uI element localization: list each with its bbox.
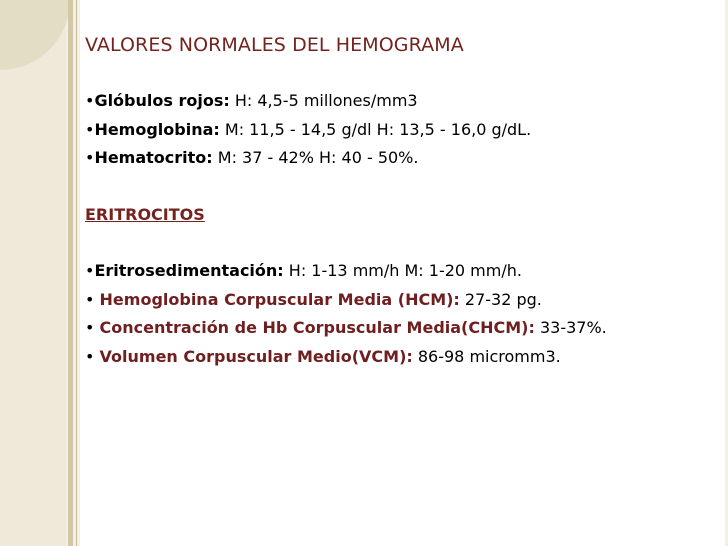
left-decorative-band [0, 0, 66, 546]
item-vcm [85, 343, 725, 372]
item-label: Volumen Corpuscular Medio(VCM): [99, 346, 413, 366]
bullet: • [85, 346, 100, 366]
item-label: Concentración de Hb Corpuscular Media(CHCM): [99, 318, 535, 337]
item-globulos-rojos [85, 87, 725, 116]
bullet: • [85, 148, 95, 167]
slide-title: VALORES NORMALES DEL HEMOGRAMA [85, 34, 464, 56]
item-value: 27-32 pg. [459, 289, 542, 309]
bullet: • [85, 318, 100, 337]
item-value: H: 4,5-5 millones/mm3 [229, 91, 418, 110]
item-hcm [85, 286, 725, 315]
bullet: • [85, 289, 100, 309]
item-label: Eritrosedimentación: [94, 261, 284, 280]
item-hematocrito [85, 144, 725, 173]
item-hemoglobina [85, 116, 725, 145]
item-label: Hemoglobina Corpuscular Media (HCM): [99, 289, 460, 309]
slide-content [80, 0, 725, 546]
item-eritrosedimentacion [85, 257, 725, 286]
item-label: Hemoglobina: [94, 119, 220, 139]
vertical-rule-thick [68, 0, 73, 546]
bullet: • [85, 91, 95, 110]
slide-text-block [85, 31, 725, 371]
item-value: 86-98 micromm3. [412, 346, 561, 366]
bullet: • [85, 119, 95, 139]
item-value: 33-37%. [534, 318, 607, 337]
item-label: Glóbulos rojos: [94, 91, 230, 110]
bullet: • [85, 261, 95, 280]
section-title-eritrocitos: ERITROCITOS [85, 204, 205, 224]
item-value: H: 1-13 mm/h M: 1-20 mm/h. [283, 261, 522, 280]
vertical-rule-thin [76, 0, 77, 546]
item-label: Hematocrito: [94, 148, 213, 167]
item-chcm [85, 314, 725, 343]
item-value: M: 37 - 42% H: 40 - 50%. [212, 148, 419, 167]
item-value: M: 11,5 - 14,5 g/dl H: 13,5 - 16,0 g/dL. [219, 119, 532, 139]
